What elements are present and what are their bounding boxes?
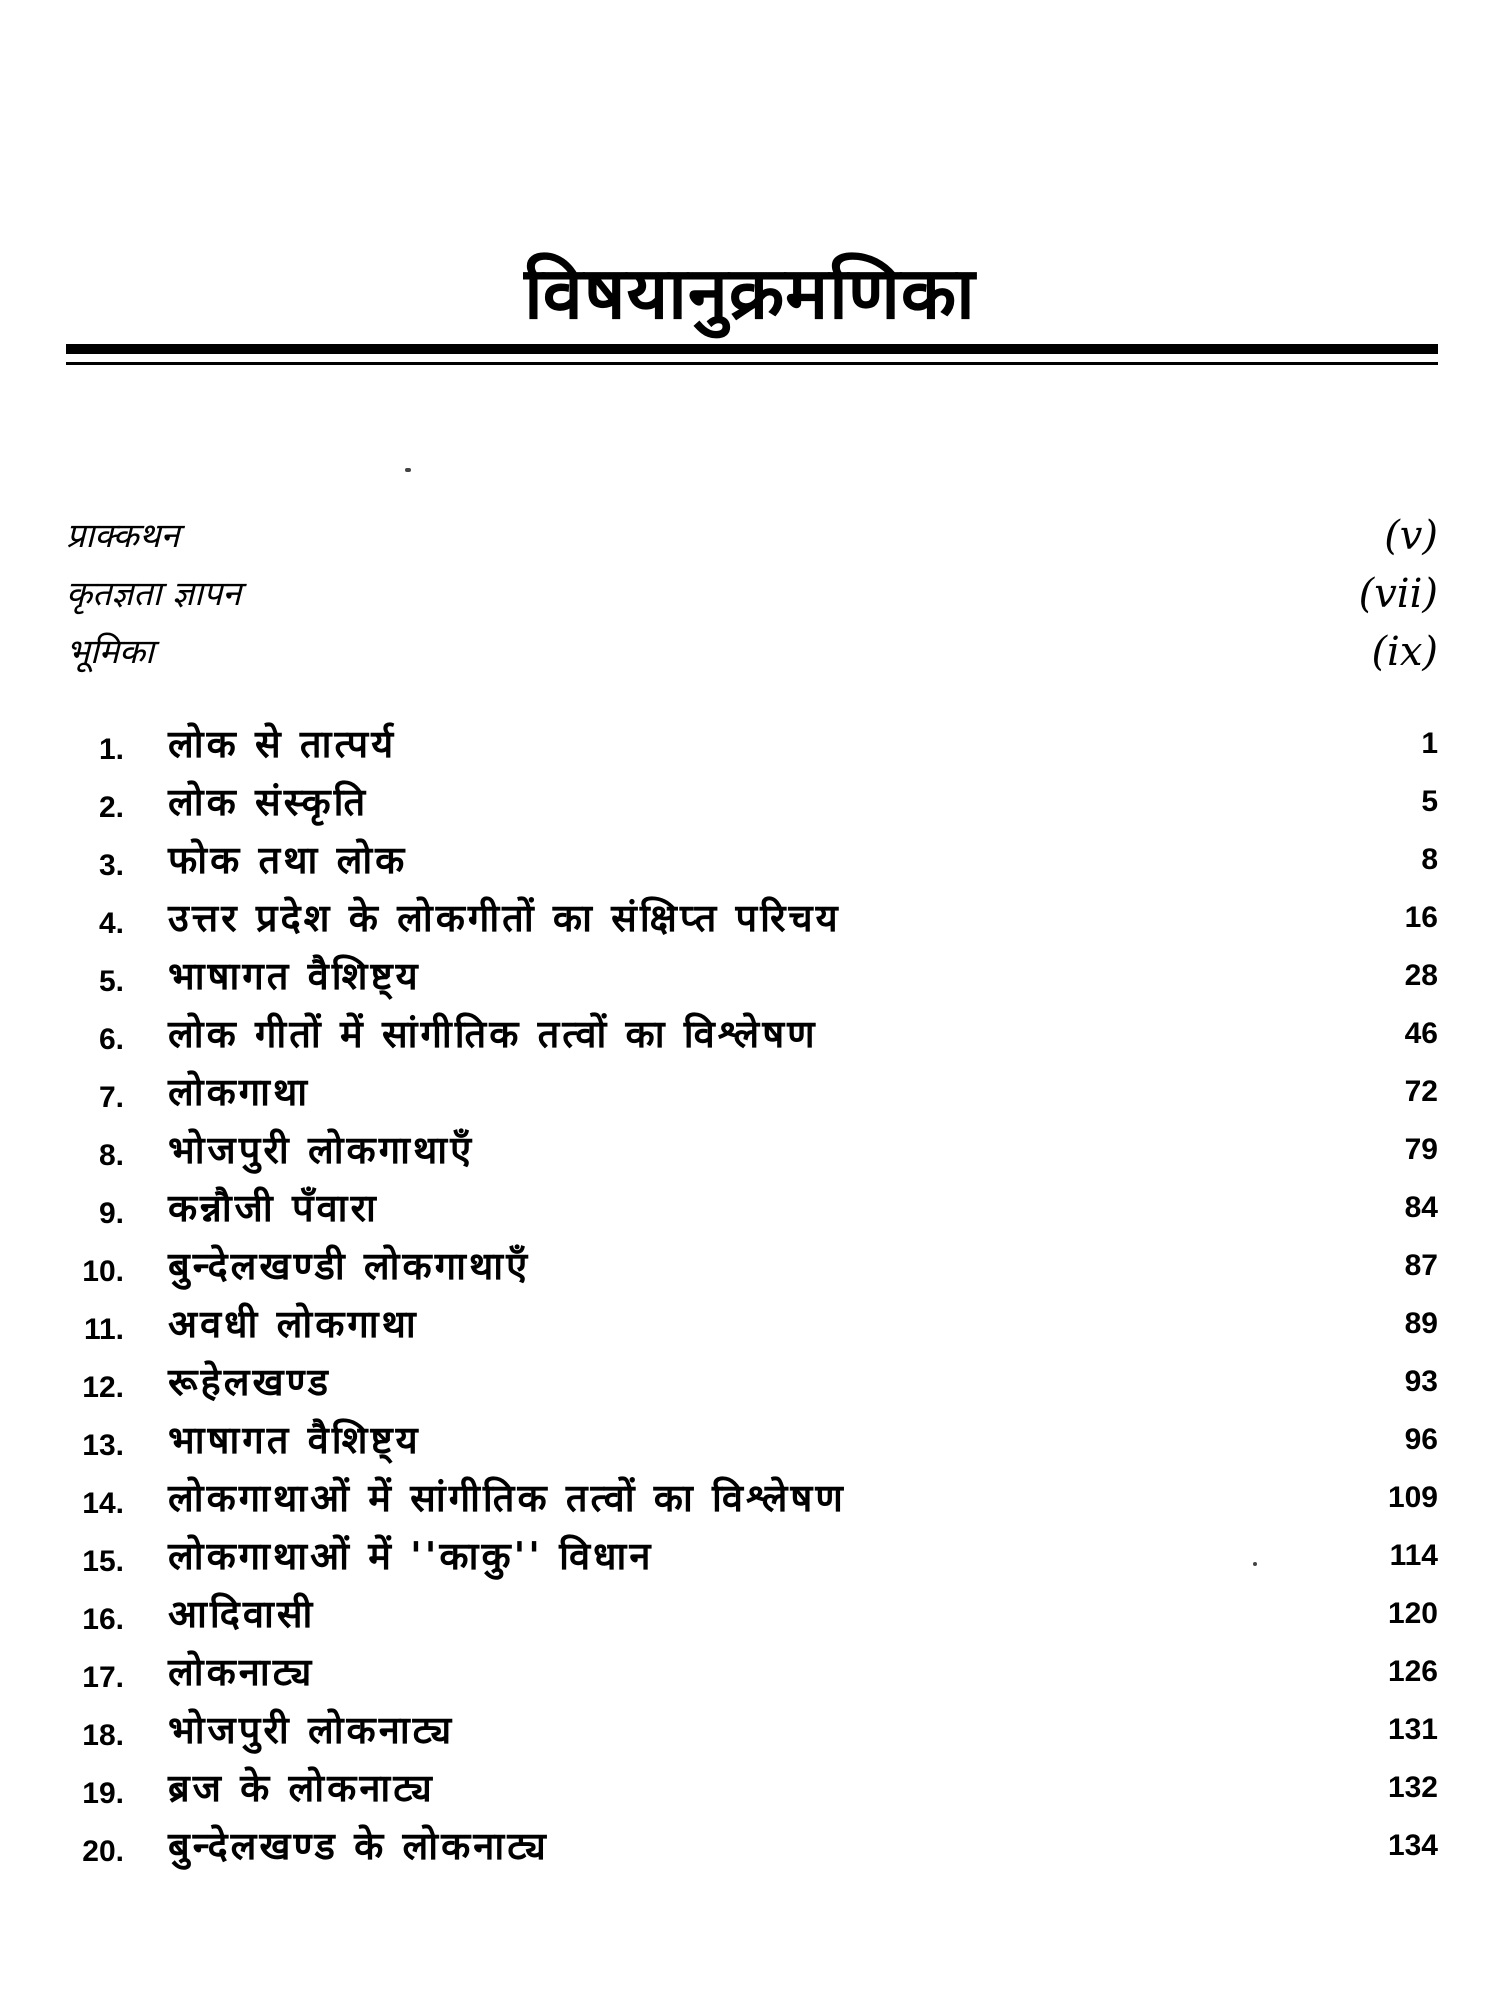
chapter-number: 11. [83, 1313, 124, 1346]
title-rule-thick [66, 344, 1438, 354]
chapter-title: भाषागत वैशिष्ट्य [168, 1418, 421, 1462]
title-rule-thin [66, 362, 1438, 365]
chapter-page: 87 [1404, 1249, 1438, 1282]
chapter-number: 18. [82, 1719, 124, 1752]
front-matter-row [66, 623, 1438, 681]
chapter-number: 15. [82, 1545, 124, 1578]
chapter-page: 114 [1389, 1539, 1438, 1572]
front-matter-row [66, 565, 1438, 623]
front-matter-label: भूमिका [66, 632, 154, 672]
chapter-page: 120 [1387, 1597, 1438, 1630]
chapter-page: 134 [1387, 1829, 1438, 1862]
chapter-number: 4. [98, 907, 124, 940]
chapter-row [66, 1411, 1438, 1469]
chapter-title: रूहेलखण्ड [168, 1360, 331, 1404]
chapter-page: 89 [1404, 1307, 1438, 1340]
chapter-row [66, 1701, 1438, 1759]
front-matter-page: (vii) [1358, 571, 1438, 617]
chapter-row [66, 947, 1438, 1005]
chapter-title: लोकगाथाओं में सांगीतिक तत्वों का विश्लेषण [168, 1476, 846, 1520]
chapter-row [66, 1063, 1438, 1121]
chapter-title: लोकगाथाओं में ''काकु'' विधान [168, 1534, 654, 1578]
chapter-row [66, 1585, 1438, 1643]
chapter-title: लोकगाथा [168, 1070, 311, 1114]
chapter-row [66, 831, 1438, 889]
chapter-row [66, 715, 1438, 773]
chapter-title: फोक तथा लोक [168, 838, 408, 882]
chapter-title: ब्रज के लोकनाट्य [168, 1766, 435, 1810]
chapter-title: बुन्देलखण्ड के लोकनाट्य [168, 1824, 549, 1868]
chapter-row [66, 1295, 1438, 1353]
chapter-page: 16 [1404, 901, 1438, 934]
chapter-row [66, 1643, 1438, 1701]
front-matter-label: कृतज्ञता ज्ञापन [66, 574, 242, 614]
chapter-page: 5 [1421, 785, 1438, 818]
chapter-number: 14. [82, 1487, 124, 1520]
chapter-number: 7. [98, 1081, 124, 1114]
chapter-number: 5. [98, 965, 124, 998]
front-matter-list [66, 507, 1438, 681]
chapter-title: भाषागत वैशिष्ट्य [168, 954, 421, 998]
chapter-number: 19. [82, 1777, 124, 1810]
chapter-number: 16. [82, 1603, 124, 1636]
chapter-number: 1. [98, 733, 124, 766]
chapter-row [66, 1759, 1438, 1817]
chapter-number: 17. [82, 1661, 124, 1694]
chapter-title: लोक गीतों में सांगीतिक तत्वों का विश्लेषण [168, 1012, 818, 1056]
chapter-row [66, 889, 1438, 947]
page-title: विषयानुक्रमणिका [524, 251, 976, 335]
chapter-row [66, 1353, 1438, 1411]
chapter-title: आदिवासी [168, 1592, 316, 1636]
chapter-title: भोजपुरी लोकगाथाएँ [168, 1128, 475, 1172]
chapter-number: 20. [82, 1835, 124, 1868]
chapter-page: 46 [1404, 1017, 1438, 1050]
chapter-page: 8 [1421, 843, 1438, 876]
chapter-row [66, 1237, 1438, 1295]
chapter-number: 10. [82, 1255, 124, 1288]
chapter-number: 9. [98, 1197, 124, 1230]
chapter-number: 3. [98, 849, 124, 882]
chapter-title: भोजपुरी लोकनाट्य [168, 1708, 455, 1752]
chapter-list [66, 715, 1438, 1875]
chapter-page: 109 [1387, 1481, 1438, 1514]
chapter-page: 126 [1387, 1655, 1438, 1688]
chapter-number: 6. [98, 1023, 124, 1056]
chapter-row [66, 773, 1438, 831]
chapter-number: 2. [98, 791, 124, 824]
chapter-title: अवधी लोकगाथा [168, 1302, 419, 1346]
chapter-title: बुन्देलखण्डी लोकगाथाएँ [168, 1244, 531, 1288]
chapter-page: 79 [1404, 1133, 1438, 1166]
chapter-title: लोक संस्कृति [168, 780, 369, 824]
chapter-page: 84 [1404, 1191, 1438, 1224]
chapter-page: 132 [1387, 1771, 1438, 1804]
chapter-row [66, 1469, 1438, 1527]
chapter-page: 1 [1421, 727, 1438, 760]
chapter-number: 12. [82, 1371, 124, 1404]
chapter-page: 72 [1404, 1075, 1438, 1108]
chapter-title: कन्नौजी पँवारा [168, 1186, 379, 1230]
chapter-title: लोक से तात्पर्य [168, 722, 397, 766]
chapter-page: 28 [1404, 959, 1438, 992]
chapter-title: लोकनाट्य [168, 1650, 315, 1694]
chapter-page: 131 [1387, 1713, 1438, 1746]
chapter-page: 96 [1404, 1423, 1438, 1456]
print-speck [405, 468, 411, 472]
chapter-title: उत्तर प्रदेश के लोकगीतों का संक्षिप्त परिचय [168, 896, 841, 940]
chapter-number: 8. [98, 1139, 124, 1172]
front-matter-label: प्राक्कथन [66, 516, 180, 556]
chapter-row [66, 1527, 1438, 1585]
chapter-number: 13. [82, 1429, 124, 1462]
chapter-row [66, 1005, 1438, 1063]
chapter-row [66, 1817, 1438, 1875]
chapter-row [66, 1121, 1438, 1179]
chapter-row [66, 1179, 1438, 1237]
front-matter-row [66, 507, 1438, 565]
front-matter-page: (v) [1384, 513, 1438, 559]
chapter-page: 93 [1404, 1365, 1438, 1398]
front-matter-page: (ix) [1371, 629, 1438, 675]
